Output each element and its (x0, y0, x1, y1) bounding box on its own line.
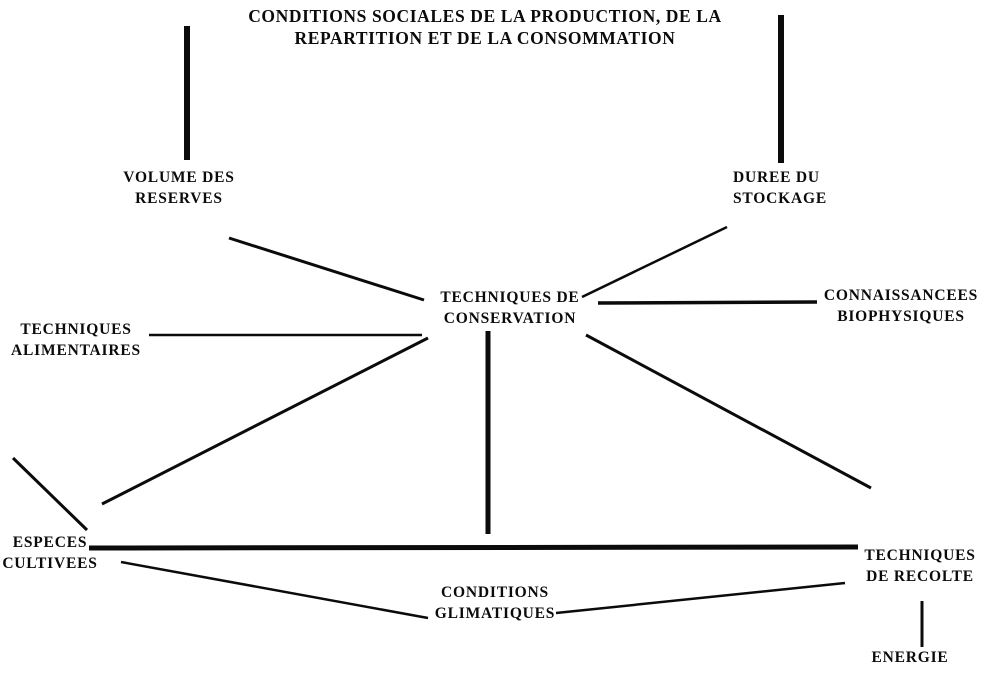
node-label-line: DUREE DU (733, 169, 820, 186)
node-techniques-de-conservation (418, 287, 602, 329)
node-label-line: CONDITIONS (441, 584, 549, 601)
node-label-line: VOLUME DES (123, 169, 235, 186)
node-volume-des-reserves (103, 167, 255, 209)
edge-corner-to-especes (13, 458, 87, 530)
edge-climatiques-to-recolte (556, 583, 845, 613)
node-conditions-climatiques (415, 582, 575, 624)
diagram-title-line1: CONDITIONS SOCIALES DE LA PRODUCTION, DE LA (248, 6, 722, 26)
node-label-line: CONSERVATION (443, 310, 577, 327)
node-label-line: RESERVES (135, 190, 223, 207)
node-label-line: ESPECES (12, 534, 88, 551)
edge-volume-to-conservation (229, 238, 424, 300)
edge-conservation-to-connaissancees (598, 302, 817, 303)
node-techniques-alimentaires (0, 319, 152, 361)
node-label-line: GLIMATIQUES (434, 605, 556, 622)
diagram-title (190, 5, 780, 49)
edge-stockage-to-conservation (582, 227, 727, 297)
edge-especes-to-recolte (89, 547, 858, 548)
diagram-title-line2: REPARTITION ET DE LA CONSOMMATION (294, 28, 676, 48)
node-label-line: TECHNIQUES DE (440, 289, 580, 306)
node-label-line: DE RECOLTE (866, 568, 974, 585)
node-label-line: STOCKAGE (733, 190, 827, 207)
edge-conservation-to-especes (102, 338, 428, 504)
node-label-line: BIOPHYSIQUES (837, 308, 965, 325)
node-label-line: TECHNIQUES (20, 321, 132, 338)
edge-cultivees-to-climatiques (121, 562, 428, 618)
node-label-line: ENERGIE (871, 649, 949, 666)
node-energie (855, 647, 965, 668)
node-duree-du-stockage (733, 167, 843, 209)
node-connaissancees-biophysiques (813, 285, 986, 327)
node-label-line: TECHNIQUES (864, 547, 976, 564)
node-techniques-de-recolte (850, 545, 986, 587)
node-label-line: ALIMENTAIRES (11, 342, 141, 359)
edge-conservation-to-recolte (586, 335, 871, 488)
node-label-line: CULTIVEES (2, 555, 98, 572)
node-label-line: CONNAISSANCEES (823, 287, 979, 304)
node-especes-cultivees (0, 532, 100, 574)
